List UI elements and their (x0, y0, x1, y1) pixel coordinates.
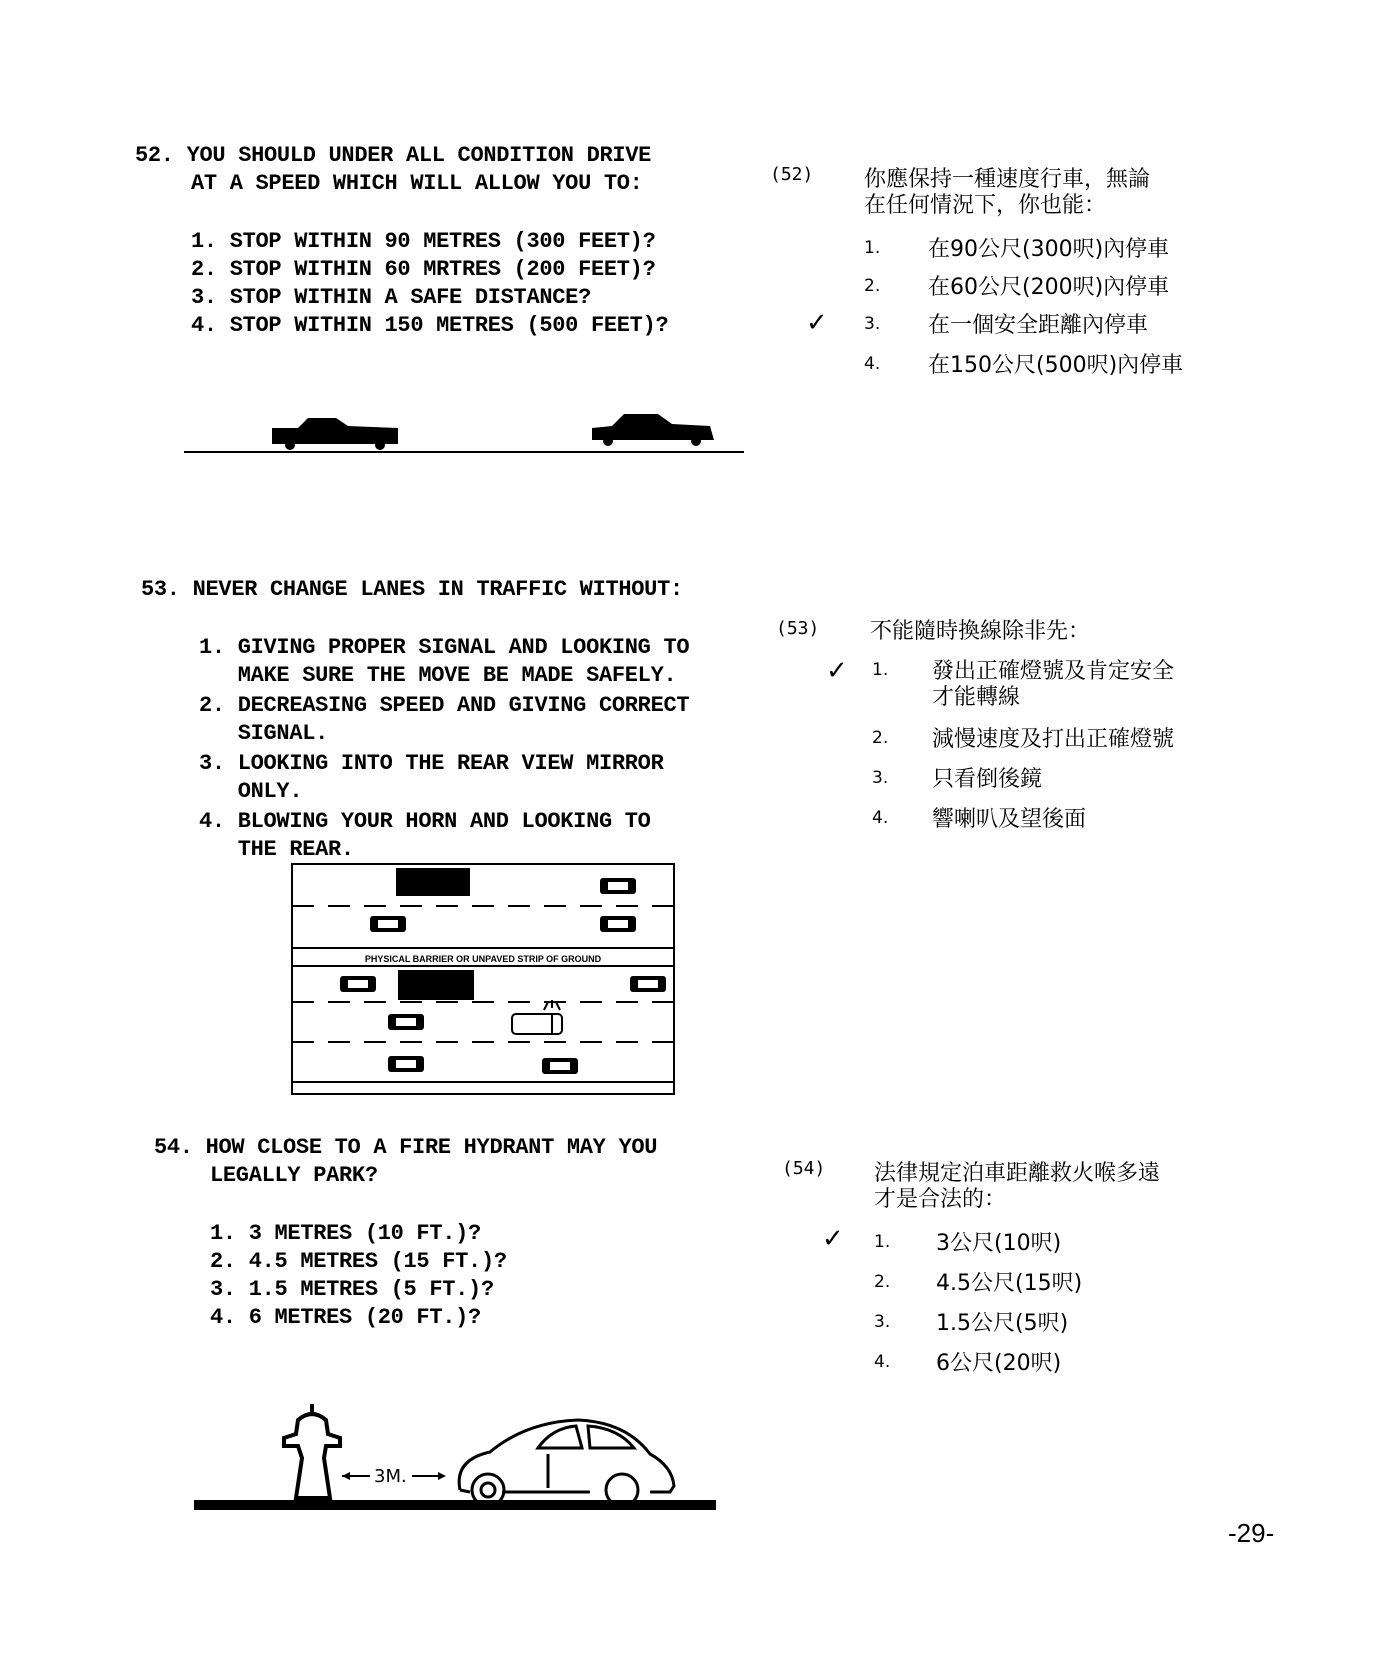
q53-zh-option-1-number: 1. (872, 660, 889, 680)
distance-label: 3M. (374, 1466, 407, 1487)
q54-zh-line1: 法律規定泊車距離救火喉多遠 (874, 1161, 1161, 1186)
q52-en-option-4: 4. STOP WITHIN 150 METRES (500 FEET)? (191, 313, 669, 338)
q53-zh-option-3: 只看倒後鏡 (932, 767, 1043, 792)
q53-answer-check-icon: ✓ (826, 656, 848, 686)
parked-car-icon (459, 1420, 674, 1506)
q54-en-line1: 54. HOW CLOSE TO A FIRE HYDRANT MAY YOU (154, 1135, 658, 1160)
q53-zh-option-4: 響喇叭及望後面 (932, 807, 1087, 832)
q52-zh-option-2-number: 2. (864, 276, 881, 296)
q54-hydrant-illustration (190, 1398, 720, 1518)
q54-zh-option-1: 3公尺(10呎) (936, 1231, 1062, 1256)
q52-en-option-1: 1. STOP WITHIN 90 METRES (300 FEET)? (191, 229, 656, 254)
q52-en-option-3: 3. STOP WITHIN A SAFE DISTANCE? (191, 285, 591, 310)
q53-en-option-2a: 2. DECREASING SPEED AND GIVING CORRECT (199, 693, 690, 718)
q54-zh-option-2: 4.5公尺(15呎) (936, 1271, 1083, 1296)
q53-zh-option-2-number: 2. (872, 728, 889, 748)
q54-en-option-2: 2. 4.5 METRES (15 FT.)? (210, 1249, 507, 1274)
q52-en-option-2: 2. STOP WITHIN 60 MRTRES (200 FEET)? (191, 257, 656, 282)
q52-answer-check-icon: ✓ (806, 308, 828, 338)
q53-en-option-4a: 4. BLOWING YOUR HORN AND LOOKING TO (199, 809, 651, 834)
q52-zh-option-3-number: 3. (864, 314, 881, 334)
q53-en-option-3b: ONLY. (199, 779, 303, 804)
q52-en-line1: 52. YOU SHOULD UNDER ALL CONDITION DRIVE (135, 143, 652, 168)
q54-zh-option-3-number: 3. (874, 1312, 891, 1332)
q54-zh-number: (54) (782, 1158, 826, 1179)
signaling-car-icon (512, 1014, 562, 1034)
q54-zh-option-3: 1.5公尺(5呎) (936, 1311, 1069, 1336)
q52-zh-option-2: 在60公尺(200呎)內停車 (928, 275, 1170, 300)
q54-zh-option-1-number: 1. (874, 1232, 891, 1252)
q52-zh-option-1-number: 1. (864, 238, 881, 258)
q52-zh-line2: 在任何情況下，你也能： (864, 193, 1107, 218)
q53-zh-number: (53) (776, 618, 820, 639)
q54-en-option-3: 3. 1.5 METRES (5 FT.)? (210, 1277, 494, 1302)
q54-zh-option-2-number: 2. (874, 1272, 891, 1292)
q53-en-option-4b: THE REAR. (199, 837, 354, 862)
q54-zh-option-4-number: 4. (874, 1352, 891, 1372)
q54-en-option-4: 4. 6 METRES (20 FT.)? (210, 1305, 481, 1330)
q53-en-option-1a: 1. GIVING PROPER SIGNAL AND LOOKING TO (199, 635, 690, 660)
q52-zh-line1: 你應保持一種速度行車，無論 (864, 167, 1151, 192)
q53-zh-option-2: 減慢速度及打出正確燈號 (932, 727, 1175, 752)
q53-en-option-1b: MAKE SURE THE MOVE BE MADE SAFELY. (199, 663, 677, 688)
q52-zh-option-4: 在150公尺(500呎)內停車 (928, 353, 1184, 378)
q53-en-option-3a: 3. LOOKING INTO THE REAR VIEW MIRROR (199, 751, 664, 776)
q54-zh-line2: 才是合法的： (874, 1187, 1007, 1212)
q54-en-option-1: 1. 3 METRES (10 FT.)? (210, 1221, 481, 1246)
truck-top-icon (396, 868, 470, 896)
q53-en-line1: 53. NEVER CHANGE LANES IN TRAFFIC WITHOUT: (141, 577, 683, 602)
q52-en-line2: AT A SPEED WHICH WILL ALLOW YOU TO: (191, 171, 643, 196)
q52-zh-option-3: 在一個安全距離內停車 (928, 313, 1149, 338)
q54-answer-check-icon: ✓ (822, 1224, 844, 1254)
page-number: -29- (1228, 1518, 1275, 1548)
truck-middle-icon (398, 970, 474, 1000)
q52-zh-option-4-number: 4. (864, 354, 881, 374)
q53-zh-option-1: 發出正確燈號及肯定安全 (932, 659, 1175, 684)
q53-zh-option-1-line2: 才能轉線 (932, 685, 1021, 710)
barrier-label: PHYSICAL BARRIER OR UNPAVED STRIP OF GROUND (364, 954, 602, 964)
q53-lanes-diagram (290, 862, 676, 1096)
q53-zh-line1: 不能隨時換線除非先： (870, 619, 1091, 644)
fire-hydrant-icon (284, 1404, 340, 1498)
q54-en-line2: LEGALLY PARK? (210, 1163, 378, 1188)
q53-en-option-2b: SIGNAL. (199, 721, 329, 746)
q53-zh-option-4-number: 4. (872, 808, 889, 828)
q53-zh-option-3-number: 3. (872, 768, 889, 788)
q52-zh-number: (52) (770, 164, 814, 185)
q52-cars-illustration (180, 400, 750, 460)
q52-zh-option-1: 在90公尺(300呎)內停車 (928, 237, 1170, 262)
q54-zh-option-4: 6公尺(20呎) (936, 1351, 1062, 1376)
